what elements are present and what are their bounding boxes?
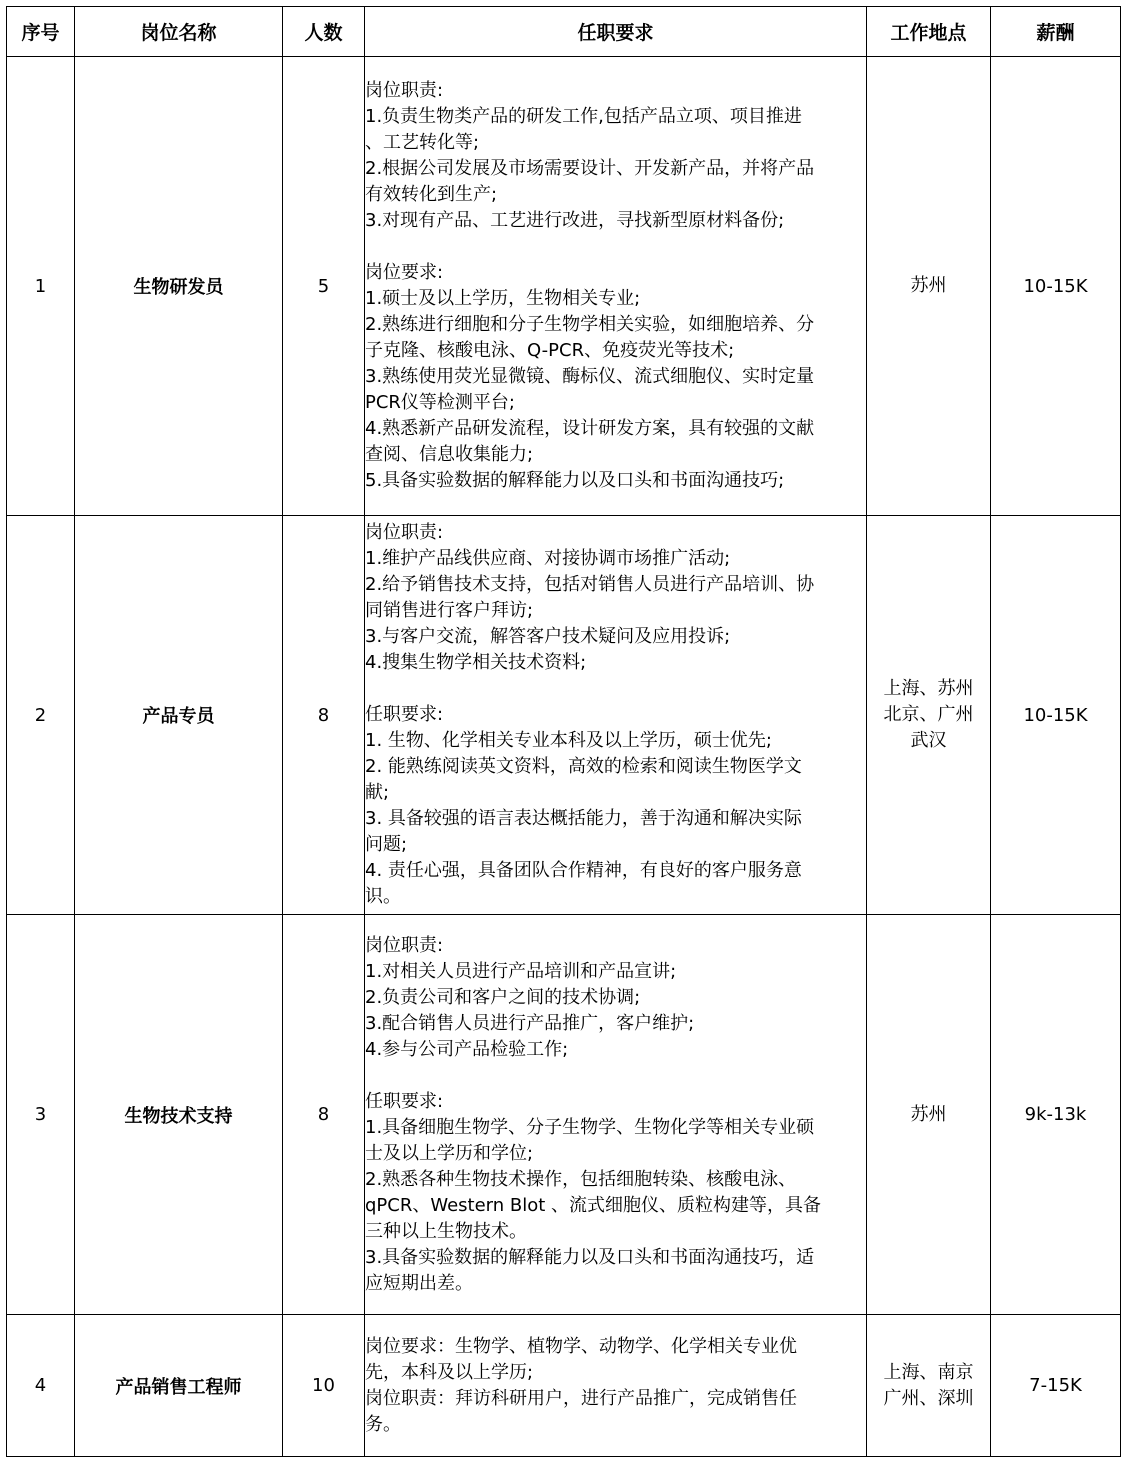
- location-line: 苏州: [910, 1103, 947, 1125]
- requirement-line: [365, 234, 866, 260]
- cell-requirements: [365, 57, 867, 516]
- location-line: 广州、深圳: [883, 1387, 974, 1409]
- header-row: [7, 7, 1121, 57]
- requirement-line: 献;: [365, 782, 390, 803]
- requirement-line: 2.熟悉各种生物技术操作，包括细胞转染、核酸电泳、: [365, 1168, 797, 1190]
- cell-requirements: [365, 1315, 867, 1457]
- requirement-line: 1.硕士及以上学历，生物相关专业;: [365, 288, 641, 309]
- requirement-line: 3.配合销售人员进行产品推广，客户维护;: [365, 1012, 695, 1034]
- requirement-line: 岗位要求:: [365, 262, 444, 283]
- requirement-line: 问题;: [365, 834, 408, 855]
- requirement-line: 5.具备实验数据的解释能力以及口头和书面沟通技巧;: [365, 470, 785, 491]
- cell-index: 2: [7, 516, 75, 915]
- requirement-line: [365, 676, 866, 702]
- requirement-line: 2.给予销售技术支持，包括对销售人员进行产品培训、协: [365, 574, 815, 595]
- requirement-line: 2.熟练进行细胞和分子生物学相关实验，如细胞培养、分: [365, 314, 815, 335]
- cell-location: [867, 1315, 991, 1457]
- location-line: 北京、广州: [883, 704, 974, 725]
- cell-position-name: 产品专员: [75, 516, 283, 915]
- header-salary: 薪酬: [991, 7, 1121, 57]
- table-row: [7, 1315, 1121, 1457]
- cell-requirements: [365, 915, 867, 1315]
- location-line: 上海、苏州: [883, 678, 974, 699]
- requirement-line: 3.熟练使用荧光显微镜、酶标仪、流式细胞仪、实时定量: [365, 366, 815, 387]
- requirement-line: qPCR、Western Blot 、流式细胞仪、质粒构建等，具备: [365, 1194, 822, 1216]
- location-line: 武汉: [910, 730, 947, 751]
- requirement-line: PCR仪等检测平台;: [365, 392, 515, 413]
- table-row: [7, 516, 1121, 915]
- requirement-line: 4.搜集生物学相关技术资料;: [365, 652, 587, 673]
- table-row: [7, 57, 1121, 516]
- cell-position-name: 产品销售工程师: [75, 1315, 283, 1457]
- header-name: 岗位名称: [75, 7, 283, 57]
- header-requirements: 任职要求: [365, 7, 867, 57]
- requirement-line: 识。: [365, 886, 401, 907]
- requirement-line: 士及以上学历和学位;: [365, 1142, 534, 1164]
- header-index: 序号: [7, 7, 75, 57]
- table-row: [7, 915, 1121, 1315]
- requirement-line: 查阅、信息收集能力;: [365, 444, 534, 465]
- cell-position-name: 生物技术支持: [75, 915, 283, 1315]
- cell-requirements: [365, 516, 867, 915]
- cell-salary: 9k-13k: [991, 915, 1121, 1315]
- cell-index: 1: [7, 57, 75, 516]
- requirement-line: 先，本科及以上学历;: [365, 1361, 534, 1383]
- cell-salary: 10-15K: [991, 516, 1121, 915]
- requirement-line: 3. 具备较强的语言表达概括能力，善于沟通和解决实际: [365, 808, 802, 829]
- requirement-line: 岗位职责:: [365, 522, 444, 543]
- requirement-line: 2.根据公司发展及市场需要设计、开发新产品，并将产品: [365, 158, 815, 179]
- requirement-line: 任职要求:: [365, 704, 444, 725]
- requirement-line: 岗位要求：生物学、植物学、动物学、化学相关专业优: [365, 1335, 797, 1357]
- cell-location: [867, 57, 991, 516]
- requirement-line: 4.熟悉新产品研发流程，设计研发方案，具有较强的文献: [365, 418, 815, 439]
- requirement-line: 3.与客户交流，解答客户技术疑问及应用投诉;: [365, 626, 731, 647]
- requirement-line: 子克隆、核酸电泳、Q-PCR、免疫荧光等技术;: [365, 340, 735, 361]
- requirement-line: 1.负责生物类产品的研发工作,包括产品立项、项目推进: [365, 106, 802, 127]
- cell-location: [867, 915, 991, 1315]
- cell-position-name: 生物研发员: [75, 57, 283, 516]
- cell-salary: 7-15K: [991, 1315, 1121, 1457]
- requirement-line: 4. 责任心强，具备团队合作精神，有良好的客户服务意: [365, 860, 802, 881]
- cell-salary: 10-15K: [991, 57, 1121, 516]
- requirement-line: 岗位职责:: [365, 80, 444, 101]
- cell-index: 4: [7, 1315, 75, 1457]
- job-table: [6, 6, 1121, 1457]
- requirement-line: 务。: [365, 1413, 401, 1435]
- cell-count: 10: [283, 1315, 365, 1457]
- location-line: 上海、南京: [883, 1361, 974, 1383]
- cell-count: 8: [283, 915, 365, 1315]
- cell-index: 3: [7, 915, 75, 1315]
- requirement-line: 1.对相关人员进行产品培训和产品宣讲;: [365, 960, 677, 982]
- requirement-line: [365, 1063, 866, 1089]
- requirement-line: 有效转化到生产;: [365, 184, 498, 205]
- requirement-line: 3.对现有产品、工艺进行改进，寻找新型原材料备份;: [365, 210, 785, 231]
- requirement-line: 1.具备细胞生物学、分子生物学、生物化学等相关专业硕: [365, 1116, 815, 1138]
- header-location: 工作地点: [867, 7, 991, 57]
- requirement-line: 4.参与公司产品检验工作;: [365, 1038, 569, 1060]
- header-count: 人数: [283, 7, 365, 57]
- requirement-line: 1.维护产品线供应商、对接协调市场推广活动;: [365, 548, 731, 569]
- requirement-line: 岗位职责:: [365, 934, 444, 956]
- requirement-line: 岗位职责：拜访科研用户，进行产品推广，完成销售任: [365, 1387, 797, 1409]
- requirement-line: 3.具备实验数据的解释能力以及口头和书面沟通技巧，适: [365, 1246, 815, 1268]
- requirement-line: 2. 能熟练阅读英文资料，高效的检索和阅读生物医学文: [365, 756, 802, 777]
- requirement-line: 任职要求:: [365, 1090, 444, 1112]
- cell-location: [867, 516, 991, 915]
- location-line: 苏州: [910, 275, 947, 296]
- requirement-line: 、工艺转化等;: [365, 132, 480, 153]
- requirement-line: 三种以上生物技术。: [365, 1220, 527, 1242]
- requirement-line: 同销售进行客户拜访;: [365, 600, 534, 621]
- cell-count: 8: [283, 516, 365, 915]
- requirement-line: 1. 生物、化学相关专业本科及以上学历，硕士优先;: [365, 730, 772, 751]
- requirement-line: 应短期出差。: [365, 1272, 473, 1294]
- cell-count: 5: [283, 57, 365, 516]
- requirement-line: 2.负责公司和客户之间的技术协调;: [365, 986, 641, 1008]
